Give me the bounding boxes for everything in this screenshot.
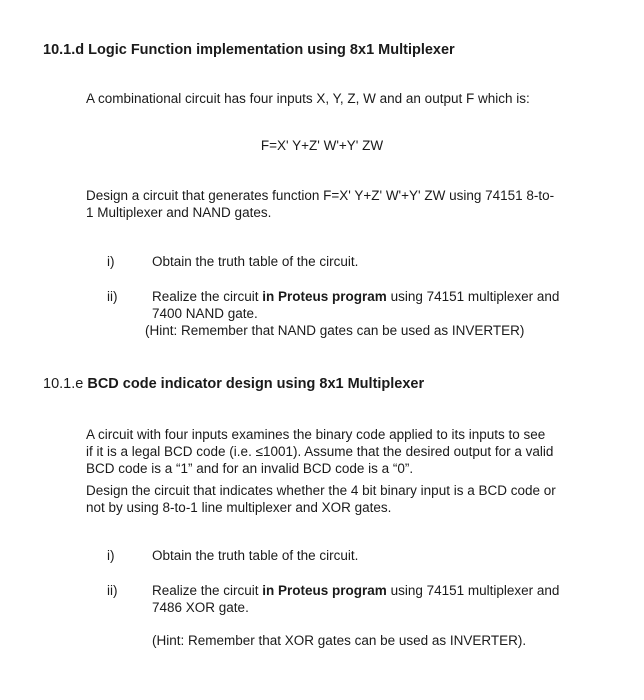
item-text-post: using 74151 multiplexer and: [386, 289, 560, 304]
item-text-pre: Realize the circuit: [152, 289, 263, 304]
section-e-item-2-line-2: 7486 XOR gate.: [152, 600, 249, 615]
section-e-hint: (Hint: Remember that XOR gates can be used as INVERTER).: [152, 633, 527, 648]
section-d-item-2-line-2: 7400 NAND gate.: [152, 306, 258, 321]
section-e-para-1-line-1: A circuit with four inputs examines the binary code applied to its inputs to see: [86, 427, 546, 442]
section-d-hint: (Hint: Remember that NAND gates can be used as INVERTER): [145, 323, 525, 338]
section-e-item-1-number: i): [107, 548, 115, 563]
section-e-heading-number: 10.1.e: [43, 376, 84, 392]
section-e-para-2-line-1: Design the circuit that indicates whether the 4 bit binary input is a BCD code or: [86, 483, 556, 498]
section-d-item-1-text: Obtain the truth table of the circuit.: [152, 254, 359, 269]
section-d-intro: A combinational circuit has four inputs X, Y, Z, W and an output F which is:: [86, 91, 530, 106]
section-d-heading: 10.1.d Logic Function implementation using 8x1 Multiplexer: [43, 42, 455, 58]
section-e-para-1-line-2: if it is a legal BCD code (i.e. ≤1001). Assume that the desired output for a valid: [86, 444, 554, 459]
function-equation: F=X' Y+Z' W'+Y' ZW: [260, 138, 384, 153]
section-e-item-1-text: Obtain the truth table of the circuit.: [152, 548, 359, 563]
section-e-para-2-line-2: not by using 8-to-1 line multiplexer and XOR gates.: [86, 500, 392, 515]
section-d-item-2-line-1: [152, 288, 559, 305]
item-text-post: using 74151 multiplexer and: [386, 583, 560, 598]
section-e-heading: [43, 376, 424, 393]
section-d-item-1-number: i): [107, 254, 115, 269]
item-text-bold: in Proteus program: [262, 583, 387, 598]
section-e-heading-text: BCD code indicator design using 8x1 Multiplexer: [83, 376, 425, 392]
section-d-item-2-number: ii): [107, 289, 118, 304]
item-text-pre: Realize the circuit: [152, 583, 263, 598]
section-e-item-2-line-1: [152, 582, 559, 599]
section-d-design-line-1: Design a circuit that generates function F=X' Y+Z' W'+Y' ZW using 74151 8-to-: [86, 188, 555, 203]
item-text-bold: in Proteus program: [262, 289, 387, 304]
section-e-item-2-number: ii): [107, 583, 118, 598]
section-e-para-1-line-3: BCD code is a “1” and for an invalid BCD code is a “0”.: [86, 461, 414, 476]
section-d-design-line-2: 1 Multiplexer and NAND gates.: [86, 205, 272, 220]
